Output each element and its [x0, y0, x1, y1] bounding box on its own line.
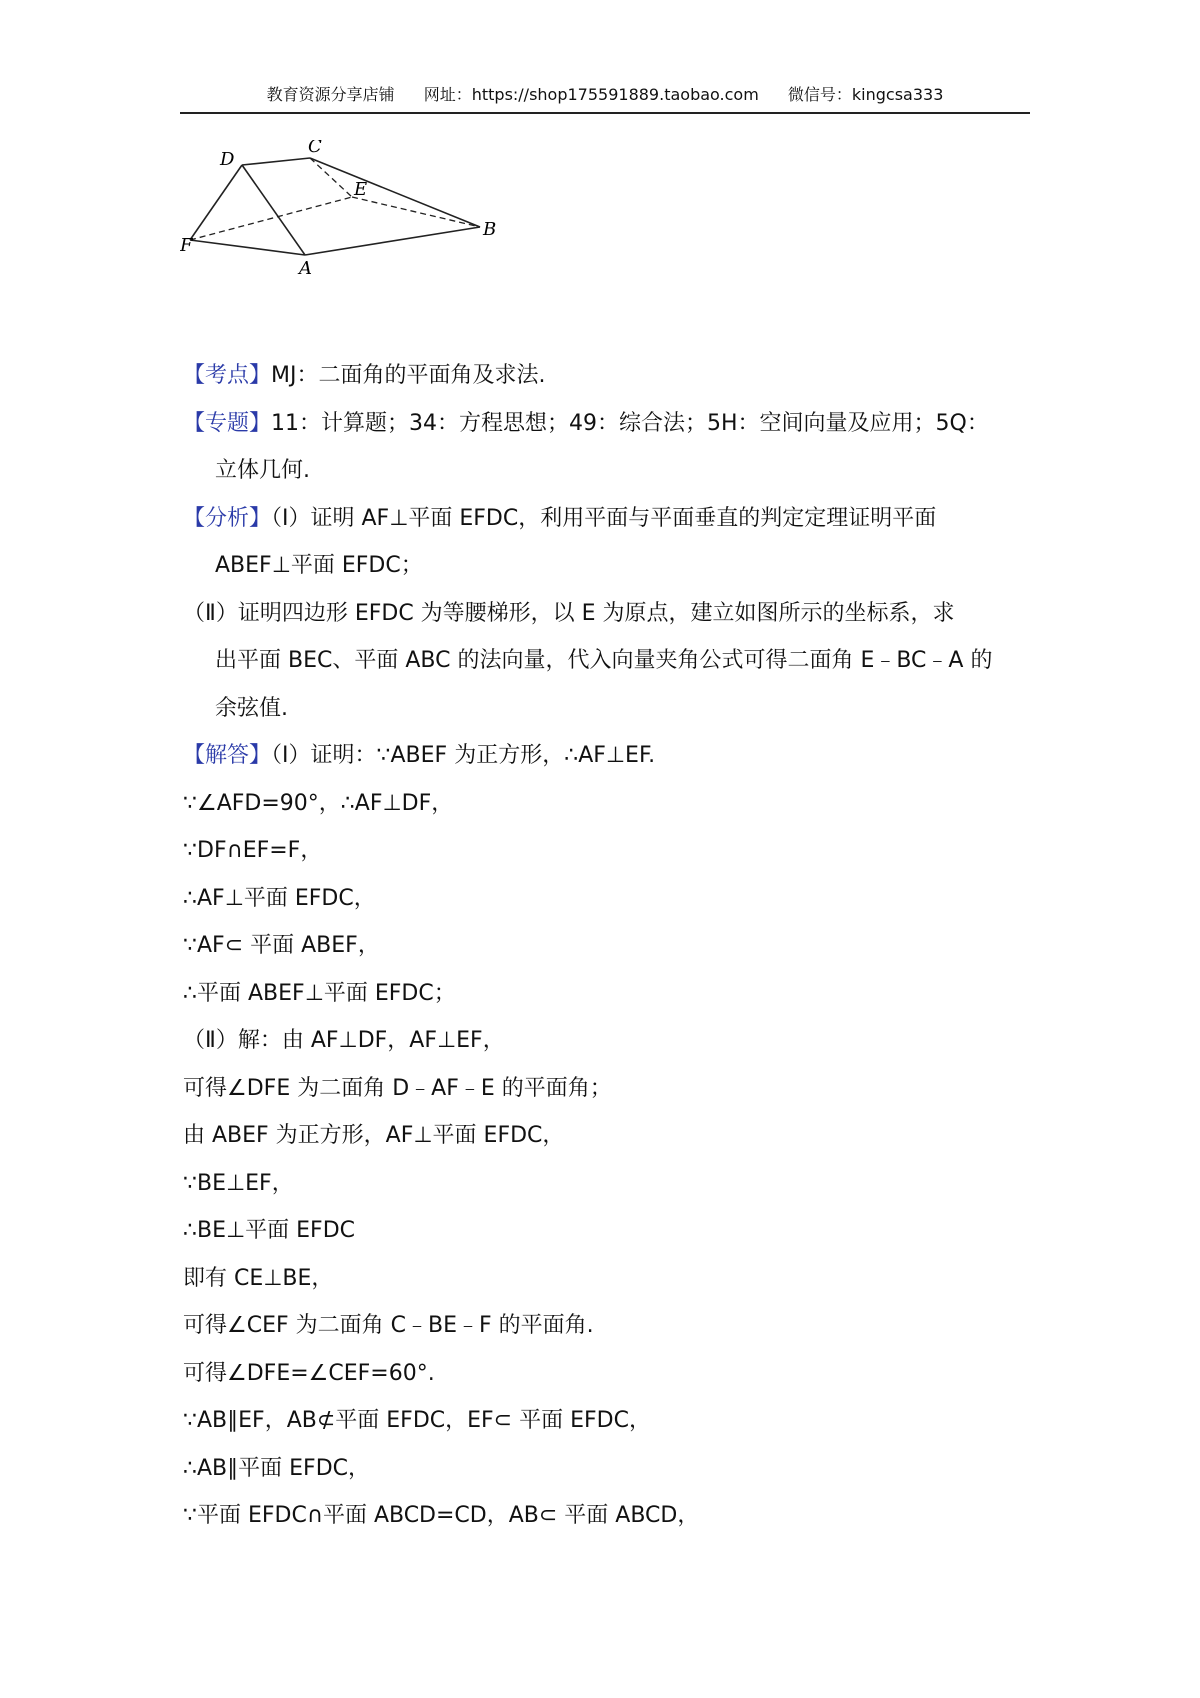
zhuanti-line	[183, 400, 1033, 448]
jieda-tag: 【解答】	[183, 743, 272, 768]
solution-line: ∵∠AFD=90°，∴AF⊥DF，	[183, 790, 454, 816]
label-D: D	[220, 149, 235, 170]
jieda-first: （Ⅰ）证明：∵ABEF 为正方形，∴AF⊥EF.	[271, 743, 656, 768]
solution-line: ∴AB∥平面 EFDC，	[183, 1455, 370, 1481]
wechat-id: 微信号：kingcsa333	[787, 85, 944, 104]
kaodian-tag: 【考点】	[183, 363, 272, 388]
polyhedron-diagram	[180, 140, 560, 310]
solution-line: ∵平面 EFDC∩平面 ABCD=CD，AB⊂ 平面 ABCD，	[183, 1503, 700, 1528]
edge-AB	[305, 227, 480, 255]
fenxi-text-1: （Ⅰ）证明 AF⊥平面 EFDC，利用平面与平面垂直的判定定理证明平面	[271, 505, 937, 531]
fenxi-line	[183, 495, 1033, 543]
label-F: F	[180, 235, 193, 256]
edge-FA	[190, 240, 305, 255]
edge-FE	[190, 197, 352, 240]
solution-line: ∴BE⊥平面 EFDC	[183, 1218, 356, 1243]
fenxi-text-5: 余弦值.	[215, 695, 288, 721]
fenxi-text-3: （Ⅱ）证明四边形 EFDC 为等腰梯形，以 E 为原点，建立如图所示的坐标系，求	[183, 600, 955, 626]
fenxi-text-2: ABEF⊥平面 EFDC；	[215, 553, 423, 578]
edge-DC	[242, 158, 310, 165]
label-C: C	[308, 140, 322, 157]
solution-line: 由 ABEF 为正方形，AF⊥平面 EFDC，	[183, 1123, 565, 1148]
zhuanti-text: 11：计算题；34：方程思想；49：综合法；5H：空间向量及应用；5Q：	[271, 410, 989, 436]
label-A: A	[299, 258, 312, 279]
shop-name: 教育资源分享店铺	[266, 85, 395, 104]
solution-line: ∵BE⊥EF，	[183, 1170, 294, 1196]
page-header	[180, 84, 1030, 114]
jieda-line	[183, 732, 1033, 780]
solution-line: ∴平面 ABEF⊥平面 EFDC；	[183, 980, 456, 1006]
fenxi-tag: 【分析】	[183, 505, 272, 531]
solution-line: ∴AF⊥平面 EFDC，	[183, 885, 376, 911]
solution-line: ∵DF∩EF=F，	[183, 838, 323, 863]
edge-CE	[310, 158, 352, 197]
solution-line: 即有 CE⊥BE，	[183, 1265, 334, 1291]
fenxi-text-4: 出平面 BEC、平面 ABC 的法向量，代入向量夹角公式可得二面角 E﹣BC﹣A 的	[215, 648, 993, 673]
shop-website: 网址：https://shop175591889.taobao.com	[423, 85, 759, 104]
edge-DA	[242, 165, 305, 255]
zhuanti-cont: 立体几何.	[215, 458, 310, 483]
solution-line: 可得∠CEF 为二面角 C﹣BE﹣F 的平面角.	[183, 1313, 594, 1338]
label-B: B	[483, 219, 497, 240]
solution-line: ∵AB∥EF，AB⊄平面 EFDC，EF⊂ 平面 EFDC，	[183, 1408, 651, 1433]
solution-content	[183, 352, 1033, 1540]
kaodian-text: MJ：二面角的平面角及求法.	[271, 363, 546, 388]
zhuanti-tag: 【专题】	[183, 410, 272, 436]
solution-line: 可得∠DFE=∠CEF=60°.	[183, 1360, 435, 1386]
geometry-figure	[180, 140, 560, 310]
kaodian-line	[183, 352, 1033, 400]
label-E: E	[354, 179, 368, 200]
solution-line: （Ⅱ）解：由 AF⊥DF，AF⊥EF，	[183, 1028, 505, 1053]
edge-CB	[310, 158, 480, 227]
solution-line: 可得∠DFE 为二面角 D﹣AF﹣E 的平面角；	[183, 1075, 612, 1101]
solution-line: ∵AF⊂ 平面 ABEF，	[183, 933, 380, 958]
